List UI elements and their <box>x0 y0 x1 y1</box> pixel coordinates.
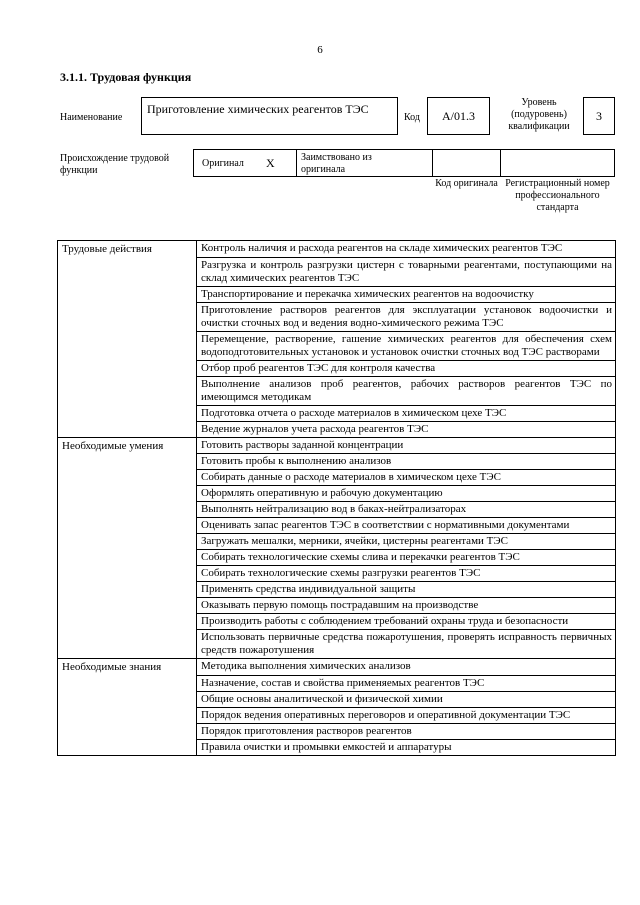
table-row <box>58 437 616 454</box>
level-field: 3 <box>583 97 615 135</box>
section-item: Подготовка отчета о расходе материалов в химическом цехе ТЭС <box>197 405 616 421</box>
table-row <box>58 691 616 707</box>
section-spacer-cell <box>58 739 197 755</box>
section-item: Оценивать запас реагентов ТЭС в соответствии с нормативными документами <box>197 518 616 534</box>
section-spacer-cell <box>58 302 197 331</box>
section-spacer-cell <box>58 691 197 707</box>
section-spacer-cell <box>58 707 197 723</box>
table-row <box>58 566 616 582</box>
section-spacer-cell <box>58 331 197 360</box>
section-item: Общие основы аналитической и физической химии <box>197 691 616 707</box>
table-row <box>58 241 616 258</box>
page-number: 6 <box>317 44 323 56</box>
section-spacer-cell <box>58 376 197 405</box>
function-details-table <box>57 240 616 756</box>
section-item: Производить работы с соблюдением требований охраны труда и безопасности <box>197 614 616 630</box>
table-row <box>58 405 616 421</box>
section-spacer-cell <box>58 405 197 421</box>
reg-number-field <box>500 149 615 177</box>
section-spacer-cell <box>58 502 197 518</box>
borrowed-label: Заимствовано из оригинала <box>301 152 372 175</box>
section-spacer-cell <box>58 675 197 691</box>
table-row <box>58 360 616 376</box>
table-row <box>58 454 616 470</box>
section-title-cell: Необходимые знания <box>58 659 197 676</box>
section-spacer-cell <box>58 614 197 630</box>
table-row <box>58 421 616 437</box>
section-item: Выполнение анализов проб реагентов, рабочих растворов реагентов ТЭС по имеющимся методикам <box>197 376 616 405</box>
section-spacer-cell <box>58 286 197 302</box>
origin-code-caption: Код оригинала <box>435 178 498 189</box>
section-item: Ведение журналов учета расхода реагентов ТЭС <box>197 421 616 437</box>
section-item: Выполнять нейтрализацию вод в баках-нейтрализаторах <box>197 502 616 518</box>
section-spacer-cell <box>58 582 197 598</box>
origin-code-field <box>432 149 501 177</box>
section-item: Отбор проб реагентов ТЭС для контроля качества <box>197 360 616 376</box>
section-item: Оформлять оперативную и рабочую документацию <box>197 486 616 502</box>
table-row <box>58 486 616 502</box>
section-spacer-cell <box>58 550 197 566</box>
section-item: Методика выполнения химических анализов <box>197 659 616 676</box>
section-title-cell: Необходимые умения <box>58 437 197 454</box>
original-label: Оригинал <box>202 158 244 169</box>
section-item: Собирать технологические схемы разгрузки реагентов ТЭС <box>197 566 616 582</box>
table-row <box>58 707 616 723</box>
section-spacer-cell <box>58 257 197 286</box>
original-mark: X <box>266 156 275 170</box>
section-spacer-cell <box>58 360 197 376</box>
table-row <box>58 286 616 302</box>
table-row <box>58 598 616 614</box>
table-row <box>58 257 616 286</box>
original-cell <box>193 149 297 177</box>
level-label: Уровень (подуровень) квалификации <box>508 97 570 132</box>
section-spacer-cell <box>58 534 197 550</box>
table-row <box>58 518 616 534</box>
reg-number-caption: Регистрационный номер профессионального стандарта <box>505 178 610 213</box>
section-item: Собирать данные о расходе материалов в химическом цехе ТЭС <box>197 470 616 486</box>
section-spacer-cell <box>58 566 197 582</box>
section-spacer-cell <box>58 518 197 534</box>
section-item: Собирать технологические схемы слива и перекачки реагентов ТЭС <box>197 550 616 566</box>
table-row <box>58 614 616 630</box>
section-title: 3.1.1. Трудовая функция <box>60 70 192 84</box>
section-item: Готовить пробы к выполнению анализов <box>197 454 616 470</box>
table-row <box>58 739 616 755</box>
section-item: Порядок ведения оперативных переговоров и оперативной документации ТЭС <box>197 707 616 723</box>
table-row <box>58 331 616 360</box>
section-title-cell: Трудовые действия <box>58 241 197 258</box>
table-row <box>58 723 616 739</box>
origin-label: Происхождение трудовой функции <box>60 153 170 176</box>
section-spacer-cell <box>58 486 197 502</box>
code-field: A/01.3 <box>427 97 490 135</box>
section-spacer-cell <box>58 421 197 437</box>
section-item: Применять средства индивидуальной защиты <box>197 582 616 598</box>
section-item: Контроль наличия и расхода реагентов на складе химических реагентов ТЭС <box>197 241 616 258</box>
section-item: Использовать первичные средства пожаротушения, проверять исправность первичных средств пожаротушения <box>197 630 616 659</box>
table-row <box>58 502 616 518</box>
table-row <box>58 550 616 566</box>
section-spacer-cell <box>58 470 197 486</box>
section-item: Порядок приготовления растворов реагентов <box>197 723 616 739</box>
section-item: Транспортирование и перекачка химических реагентов на водоочистку <box>197 286 616 302</box>
table-row <box>58 675 616 691</box>
table-row <box>58 534 616 550</box>
table-row <box>58 302 616 331</box>
table-row <box>58 470 616 486</box>
section-item: Назначение, состав и свойства применяемых реагентов ТЭС <box>197 675 616 691</box>
table-row <box>58 582 616 598</box>
section-spacer-cell <box>58 598 197 614</box>
section-item: Перемещение, растворение, гашение химических реагентов для обеспечения схем водоподготовительных установок и установок очистки сточных вод ТЭС растворами <box>197 331 616 360</box>
table-row <box>58 630 616 659</box>
table-row <box>58 659 616 676</box>
section-item: Правила очистки и промывки емкостей и аппаратуры <box>197 739 616 755</box>
section-item: Приготовление растворов реагентов для эксплуатации установок водоочистки и очистки сточных вод и ведения водно-химического режима ТЭС <box>197 302 616 331</box>
section-spacer-cell <box>58 454 197 470</box>
section-item: Готовить растворы заданной концентрации <box>197 437 616 454</box>
section-spacer-cell <box>58 723 197 739</box>
borrowed-cell <box>296 149 433 177</box>
section-item: Разгрузка и контроль разгрузки цистерн с товарными реагентами, поступающими на склад химических реагентов ТЭС <box>197 257 616 286</box>
section-spacer-cell <box>58 630 197 659</box>
name-label: Наименование <box>60 112 123 123</box>
section-item: Загружать мешалки, мерники, ячейки, цистерны реагентами ТЭС <box>197 534 616 550</box>
code-label: Код <box>404 112 420 123</box>
table-row <box>58 376 616 405</box>
function-name-field: Приготовление химических реагентов ТЭС <box>141 97 398 135</box>
section-item: Оказывать первую помощь пострадавшим на производстве <box>197 598 616 614</box>
